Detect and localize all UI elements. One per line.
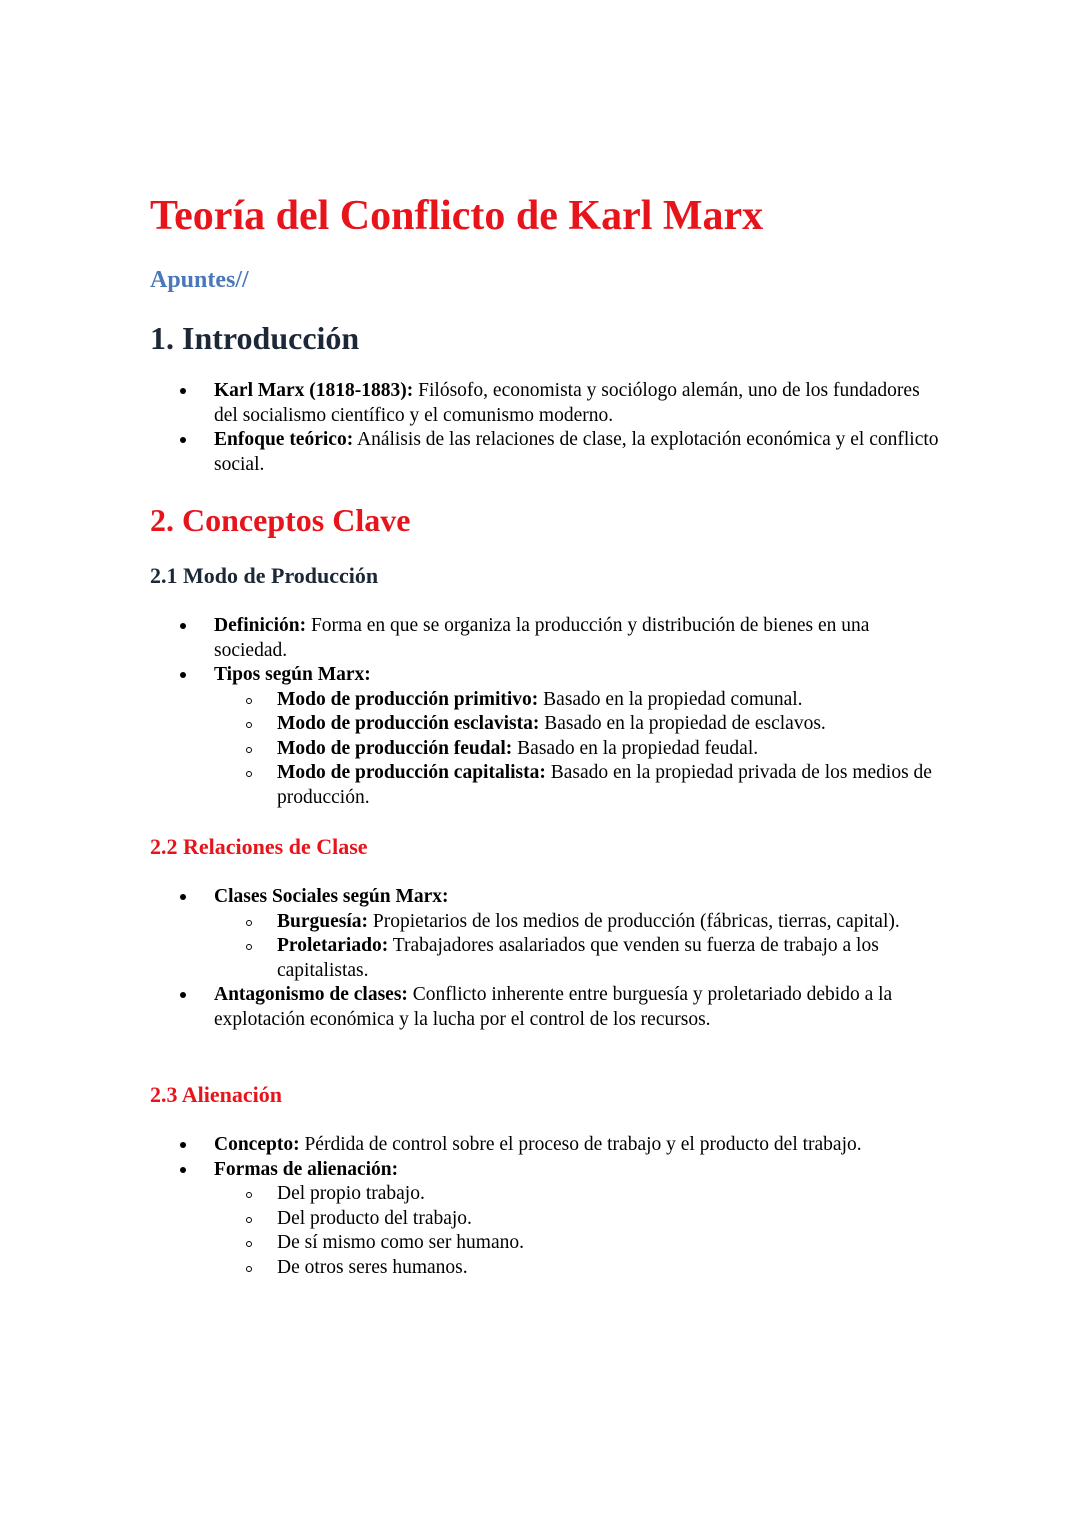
sublist-item: De sí mismo como ser humano. — [214, 1231, 940, 1256]
item-text: Basado en la propiedad feudal. — [512, 737, 759, 759]
item-term: Antagonismo de clases: — [214, 984, 408, 1005]
sublist-item — [214, 934, 940, 983]
item-text: Conflicto inherente entre burguesía y proletariado debido a la explotación económica y la lucha por el control de los recursos. — [214, 984, 893, 1030]
item-text: Trabajadores asalariados que venden su fuerza de trabajo a los capitalistas. — [277, 935, 879, 981]
item-term: Karl Marx (1818-1883): — [214, 380, 414, 401]
item-term: Concepto: — [214, 1134, 300, 1155]
item-term: Modo de producción esclavista: — [277, 713, 540, 734]
item-term: Proletariado: — [277, 935, 389, 956]
item-text: Basado en la propiedad privada de los medios de producción. — [277, 762, 932, 808]
item-term: Modo de producción capitalista: — [277, 762, 546, 783]
item-text: Forma en que se organiza la producción y distribución de bienes en una sociedad. — [214, 615, 870, 661]
section-heading-conceptos-clave: 2. Conceptos Clave — [150, 502, 411, 538]
alienacion-list — [150, 1133, 940, 1280]
sublist-item — [214, 910, 940, 935]
document-subtitle: Apuntes// — [150, 267, 249, 293]
sublist-item: De otros seres humanos. — [214, 1256, 940, 1281]
tipos-sublist — [214, 688, 940, 811]
section-heading-introduccion: 1. Introducción — [150, 320, 360, 356]
document-title: Teoría del Conflicto de Karl Marx — [150, 193, 764, 239]
clases-sublist — [214, 910, 940, 984]
list-item — [150, 1133, 940, 1158]
sublist-item — [214, 688, 940, 713]
item-text: Análisis de las relaciones de clase, la explotación económica y el conflicto social. — [214, 429, 939, 475]
list-item — [150, 428, 940, 477]
sublist-item: Del propio trabajo. — [214, 1182, 940, 1207]
list-item — [150, 1158, 940, 1281]
item-term: Tipos según Marx: — [214, 664, 371, 685]
introduccion-list — [150, 379, 940, 477]
item-text: Propietarios de los medios de producción (fábricas, tierras, capital). — [368, 910, 900, 932]
item-term: Modo de producción feudal: — [277, 737, 513, 759]
list-item — [150, 379, 940, 428]
modo-produccion-list — [150, 614, 940, 810]
item-term: Modo de producción primitivo: — [277, 688, 539, 710]
sublist-item: Del producto del trabajo. — [214, 1207, 940, 1232]
list-item — [150, 663, 940, 810]
item-text: Basado en la propiedad de esclavos. — [539, 713, 826, 734]
sublist-item — [214, 712, 940, 737]
sublist-item — [214, 761, 940, 810]
formas-sublist — [214, 1182, 940, 1280]
subsection-heading-modo-produccion: 2.1 Modo de Producción — [150, 563, 379, 588]
item-text: Basado en la propiedad comunal. — [538, 688, 803, 710]
list-item — [150, 885, 940, 983]
item-text: Filósofo, economista y sociólogo alemán, uno de los fundadores del socialismo científico y el comunismo moderno. — [214, 380, 920, 426]
relaciones-clase-list — [150, 885, 940, 1032]
subsection-heading-relaciones-clase: 2.2 Relaciones de Clase — [150, 834, 368, 859]
item-text: Pérdida de control sobre el proceso de trabajo y el producto del trabajo. — [299, 1134, 862, 1155]
item-term: Burguesía: — [277, 910, 369, 932]
item-term: Clases Sociales según Marx: — [214, 886, 449, 907]
item-term: Definición: — [214, 615, 307, 636]
subsection-heading-alienacion: 2.3 Alienación — [150, 1082, 283, 1107]
list-item — [150, 614, 940, 663]
item-term: Formas de alienación: — [214, 1158, 399, 1180]
sublist-item — [214, 737, 940, 762]
item-term: Enfoque teórico: — [214, 429, 354, 450]
list-item — [150, 983, 940, 1032]
